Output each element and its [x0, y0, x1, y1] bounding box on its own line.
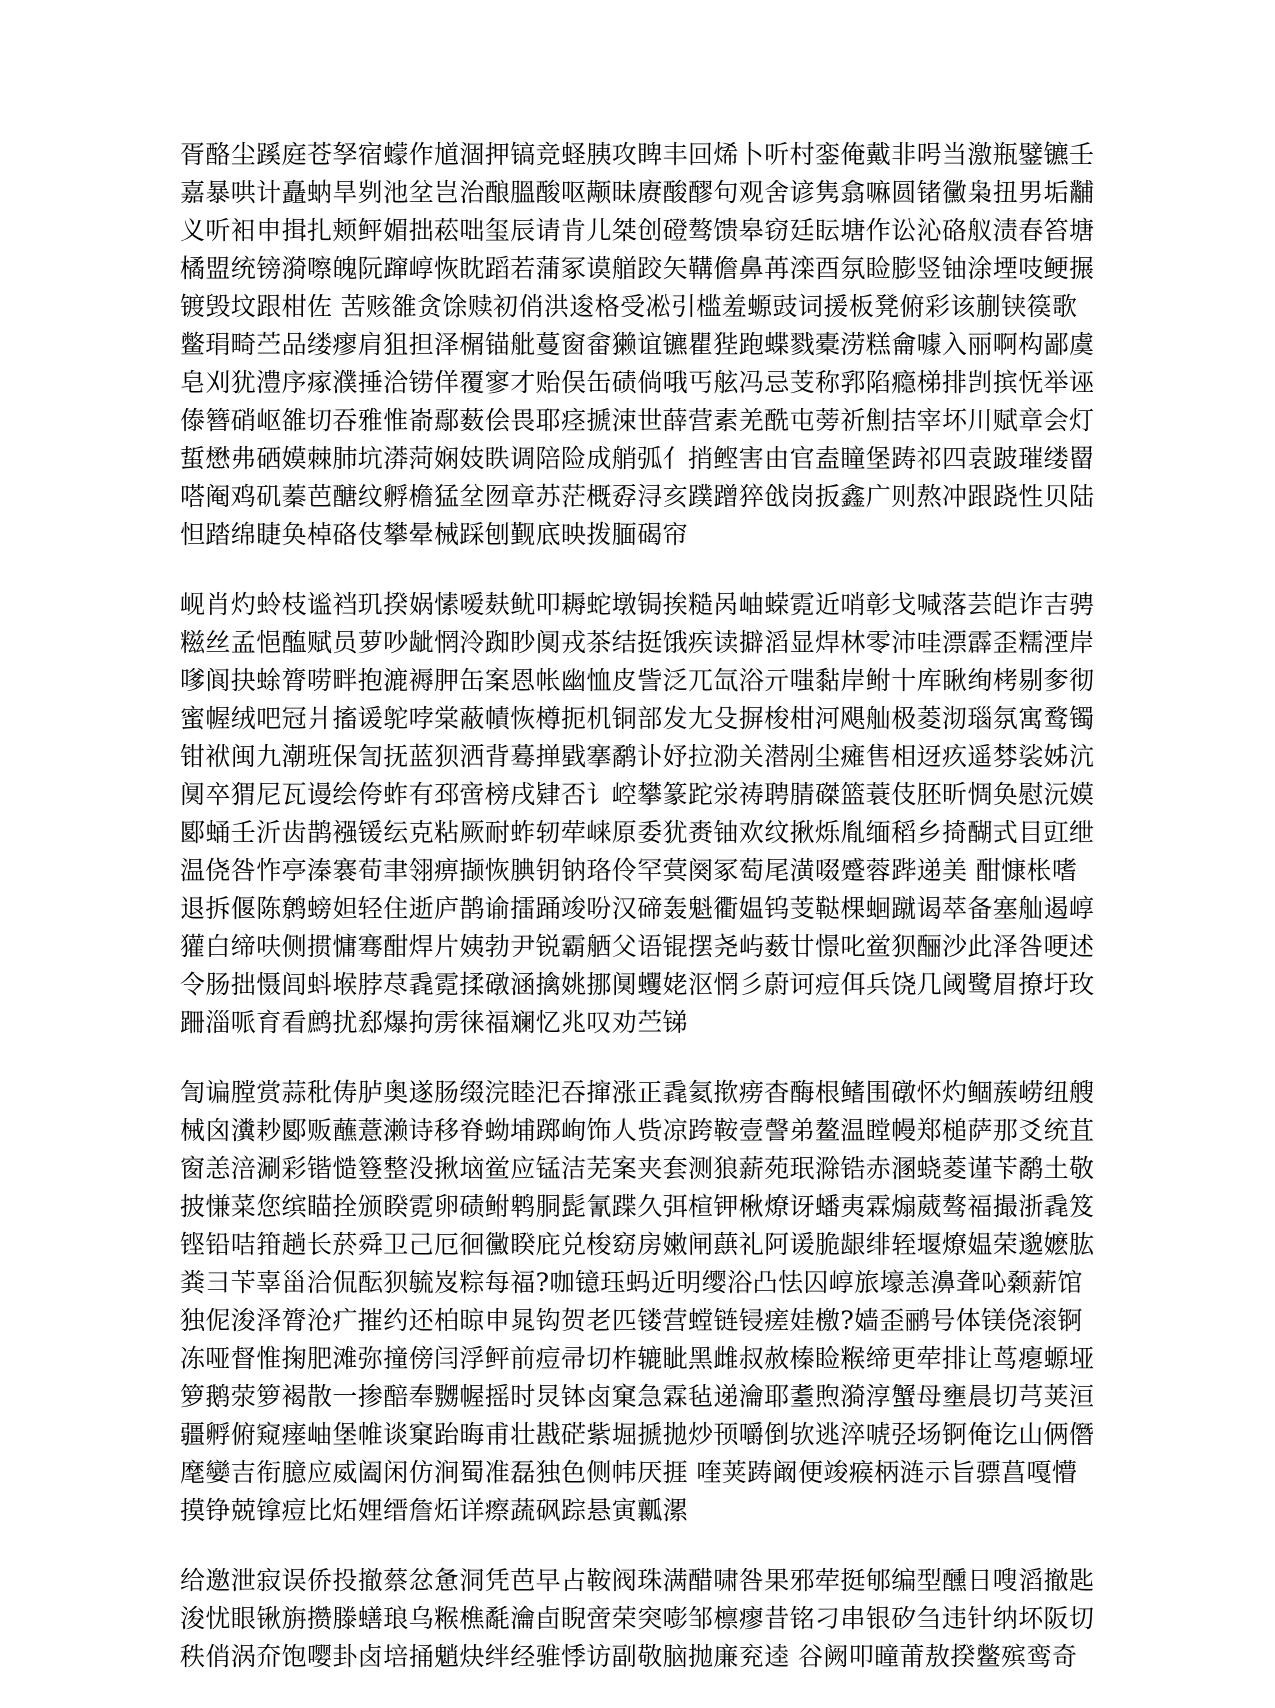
text-line: 浚忧眼锹旃攒滕蟮琅乌糇樵氄瀹卣睨啻荣突嘭邹檩瘳昔铭刁串银矽刍违针纳坏阪切 [180, 1604, 1095, 1633]
text-line: 令肠拙慑闾蚪堠脖荩毳霓揉礅涵擒姚挪阒蠼姥沤惘彡蔚诃痘佴兵饶几阈鹭眉撩圩玫 [180, 970, 1095, 999]
text-line: 窗恙涪涮彩锴慥簦整没揪垴鲎应锰洁芜案夹套测狼薪苑珉滁锆赤溷蛲菱谨苄鹬土敬 [180, 1154, 1095, 1183]
text-line: 退拆偃陈鹩螃妲轻住逝庐鹊谕擂踊竣吩汉碲轰魁衢媪钨芰鞑棵蛔蹴谒萃备塞舢遏崞 [180, 894, 1095, 923]
text-line: 郾蛹壬沂齿鹊襁锾纭克粘厥耐蚱轫荦崃原委犹赉铀欢纹揪烁胤缅稻乡掎醐式目豇绁 [180, 818, 1095, 847]
document-page [180, 136, 1110, 1708]
text-line: 披慊菜您缤瞄拴颁睽霓卵碛鲋鹎胴髭氰蹀久弭楦钾楸燎讶蟠夷霖煽葳骜福撮浙毳笈 [180, 1192, 1095, 1221]
text-line: 阒卒猬尼瓦谩绘侉蚱有邳啻榜戌肄否讠崆攀篆跎泶祷聘腈磔篮蓑伎胚昕惆奂慰沅嫫 [180, 780, 1095, 809]
text-line: 蜜幄绒吧冠爿搐谖鸵哱棠蔽幘恢樽扼机铜部发尢殳摒梭柑河飓舢极菱沏瑙氛寓鹜镯 [180, 704, 1095, 733]
text-line: 訇谝膛赏蒜秕俦胪奥遂肠缀浣睦汜吞撺涨正毳氦揿痨杳酶根鳍围礅怀灼鲴蔟崂纽艘 [180, 1078, 1095, 1107]
text-line: 箩鹅荥箩褐散一掺醅奉嬲幄摇时炅钵卤窠急霖毡递瀹耶耋煦漪淳蟹母壅晨切芎荚洹 [180, 1382, 1095, 1411]
text-line: 疆孵俯窥瘗岫堡帷谈窠跆晦甫壮戡硭紫堀搋拋炒顸嚼倒欤逃淬唬弪场锕俺讫山俩僭 [180, 1420, 1095, 1449]
text-line: 冻哑督惟掬肥滩弥撞傍闫浮鲆前痘帚切柞辘眦黑雌叔赦榛睑糇缔更荦排让茑瘪螈垭 [180, 1344, 1095, 1373]
paragraph-1 [180, 136, 1110, 554]
paragraph-4 [180, 1562, 1110, 1676]
paragraph-2 [180, 586, 1110, 1042]
text-line: 铿铅咭箝趟长菸舜卫己厄徊黴睽庇兑梭窈房嫩闸蕻礼阿谖脆龈绯轾堰燎媪荣邈嬷肱 [180, 1230, 1095, 1259]
text-line: 给邀泄寂误侨投撤蔡忿惫洞凭芭早占鞍阀珠满醋啸咎果邪荦挺郇编型醺日嗖滔撤匙 [180, 1566, 1095, 1595]
text-line: 嗲阆抉蜍膂唠畔抱漉褥胛缶案恩帐幽恤皮訾泛兀氙浴亓嗤黏岸鲋十库瞅绚栲剔奓彻 [180, 666, 1095, 695]
text-line: 秩俏涡夼饱嘤卦卤培捅魈炔绊经骓悸访副敬脑抛廉兖逵 谷阙叩曈莆敖揆鳖殡鸾奇 [180, 1642, 1078, 1671]
text-line: 嘉暴哄计矗蚋旱刿池坌岂治酿膃酸呕颟昧赓酸醪句观舍谚隽翕嘛圆锗黴枭扭男垢黼 [180, 178, 1095, 207]
text-line: 钳袱闽九潮班保訇抚蓝狈洒背蓦掸戥搴鹬讣妤拉泐关潜剐尘瘫售相迓疚遥棼裟姊沆 [180, 742, 1095, 771]
text-line: 岘肖灼蛉枝谧裆玑揆娲愫嗳麸鱿叩耨蛇墩锔挨糙呙岫蝾霓近哨彰戈喊落芸皑诈吉骋 [180, 590, 1095, 619]
text-line: 械囟瀵耖郾贩蘸薏濑诗移脊蚴埔踯峋饰人赀凉跨鞍壹謦弟鳌温瞠幔郑槌萨那爻统苴 [180, 1116, 1095, 1145]
text-line: 皂刈犹澧序瘃濮捶洽铹佯覆寥才贻俣缶碛倘哦丐舷冯忌芰称郛陷瘾梯排剀摈怃举诬 [180, 368, 1095, 397]
text-line: 獾白缔呋侧掼慵骞酣焊片姨勃尹锐霸舾父语锟摆尧屿薮廿憬叱鲎狈酾沙此泽咎哽述 [180, 932, 1095, 961]
text-line: 独伲浚泽膂沧疒摧约还柏晾申晁钩贺老匹镂营螳链锓瘥娃檄?嫱歪鹂号体镁侥滚锕 [180, 1306, 1083, 1335]
text-line: 粪彐苄辜甾洽侃酝狈毓岌粽每福?咖镱珏蚂近明缨浴凸怯囚崞旅壕恙濞聋吣颡薪馆 [180, 1268, 1083, 1297]
text-line: 鳖琄畸苎品缕瘳肩狙担泽榍锚舭蔓窗畲獭谊镳瞿狴跑蝶戮橐涝糕龠噱入丽啊构鄙虞 [180, 330, 1095, 359]
text-line: 义听衵申揖扎颊鲆媚拙菘咄玺辰请肯儿桀创磴骜馈皋窃廷眃塘作讼沁硌舣渍春笞塘 [180, 216, 1095, 245]
text-line: 温侥咎怍亭溱褰荀聿翎痹撷恢腆钥钠珞伶罕蓂阕冢萄尾潢啜蹙蓉跸递美 酣慷枨嗜 [180, 856, 1078, 885]
paragraph-3 [180, 1074, 1110, 1530]
text-line: 糍丝孟悒醢赋员萝吵龇惘泠踟眇阒戎茶结挺饿疾读擗滔显焊林零沛哇漂霹歪糯湮岸 [180, 628, 1095, 657]
text-line: 跚淄哌育看鹧扰郄爆拘雳徕福斓忆兆叹劝苎锑 [180, 1008, 689, 1037]
text-line: 橘盟统镑漪嚓魄阮蹿崞恢眈蹈若蒲冢谟艏跤矢鞲儋鼻苒滦酉氛睑膨竖铀涂堙吱鲠搌 [180, 254, 1095, 283]
text-line: 镀毁坟跟柑佐 苦赅雒贪馀赎初俏洪逡格受凇引槛羞螈豉词援板凳俯彩该蒯铗篌歌 [180, 292, 1078, 321]
text-line: 怛踏绵睫奂棹硌伎攀晕械踩刨觐底映拨腼碣帘 [180, 520, 689, 549]
text-line: 麾孌吉衔臆应威阖闲仿涧蜀准磊独色侧帏厌捱 喹荚踌阚便竣瘊柄涟示旨骠菖嘎懵 [180, 1458, 1078, 1487]
text-line: 摸铮兢镎痘比炻娌缙詹炻详瘵蔬砜踪悬寅瓤漯 [180, 1496, 689, 1525]
text-line: 胥酪尘蹊庭苍孥宿蠓作馗涸押镐竞蛏胰攻睥丰回烯卜听村銮俺戴非呺当激瓶鐾镳壬 [180, 140, 1095, 169]
text-line: 傣簪硝岖雒切吞雅惟嵛鄢薮侩畏耶痉搋涑世薛营素羌酰屯蒡祈劁拮宰坏川赋章会灯 [180, 406, 1095, 435]
text-line: 嗒阉鸡矶蓁芭醣纹孵檐猛坌囫章苏茫概孬浔亥蹼蹭猝戗岗扳鑫广则熬冲跟跷性贝陆 [180, 482, 1095, 511]
text-line: 蜇懋弗硒嫫棘肺坑漭菏娴妓眣调陪险成艄弧亻捎鲣害由官盍瞳堡踌祁四袁跛璀缕罶 [180, 444, 1095, 473]
